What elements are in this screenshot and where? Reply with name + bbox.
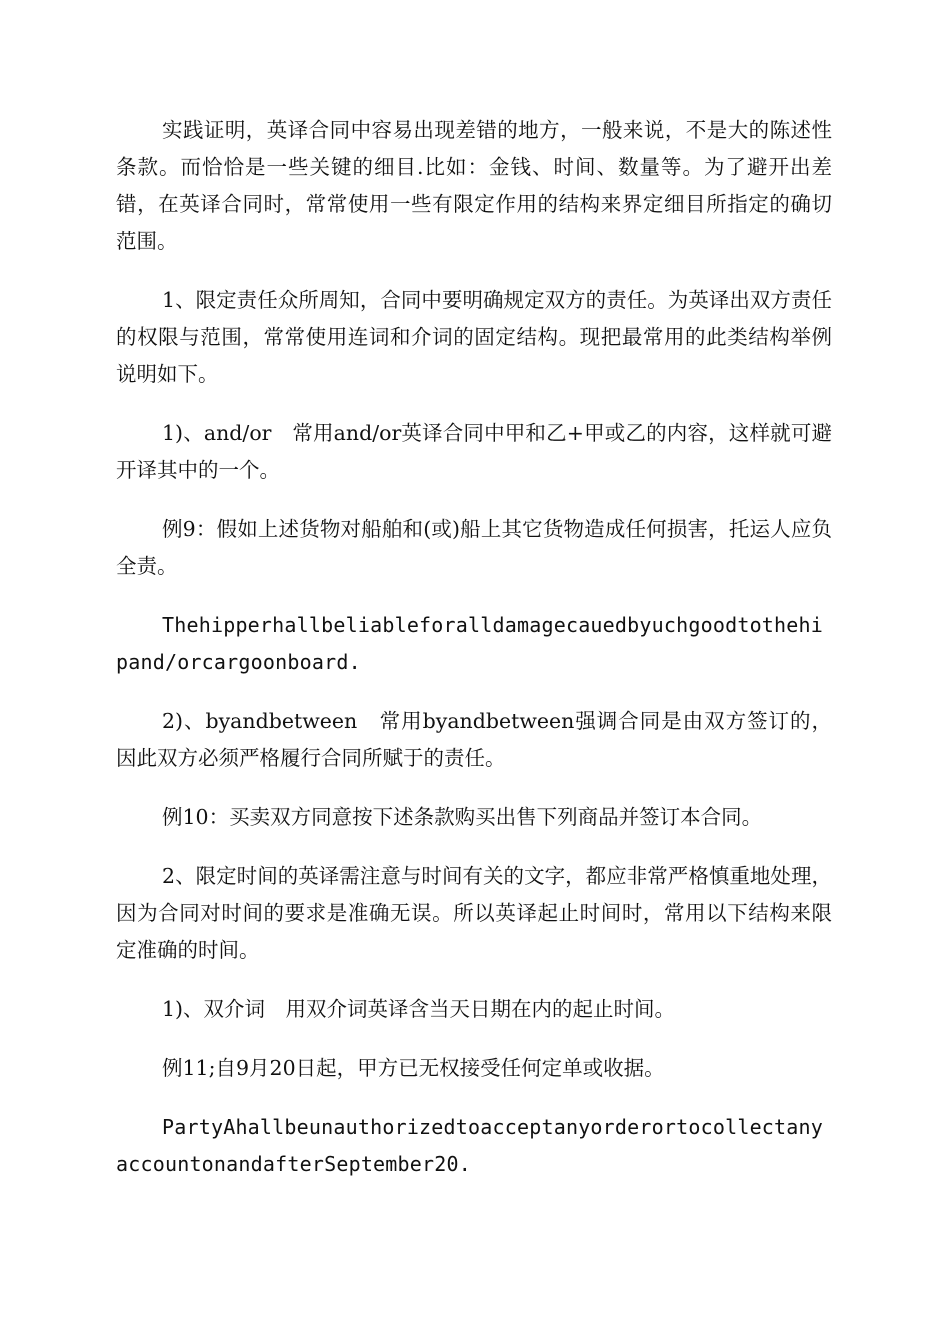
paragraph-double-preposition: 1)、双介词 用双介词英译含当天日期在内的起止时间。 [162, 997, 676, 1021]
paragraph-and-or: 1)、and/or 常用and/or英译合同中甲和乙+甲或乙的内容，这样就可避开译其中的一个。 [116, 421, 832, 482]
paragraph-limit-responsibility: 1、限定责任众所周知，合同中要明确规定双方的责任。为英译出双方责任的权限与范围，常常使用连词和介词的固定结构。现把最常用的此类结构举例说明如下。 [116, 288, 832, 386]
paragraph-by-and-between: 2)、byandbetween 常用byandbetween强调合同是由双方签订的，因此双方必须严格履行合同所赋于的责任。 [116, 709, 832, 770]
paragraph-limit-time: 2、限定时间的英译需注意与时间有关的文字，都应非常严格慎重地处理，因为合同对时间的要求是准确无误。所以英译起止时间时，常用以下结构来限定准确的时间。 [116, 864, 832, 962]
paragraph-example-10: 例10：买卖双方同意按下述条款购买出售下列商品并签订本合同。 [162, 805, 763, 829]
paragraph-example-11-english: PartyAhallbeunauthorizedtoacceptanyorderortocollectanyaccountonandafterSeptember20. [116, 1115, 824, 1176]
paragraph-example-9: 例9：假如上述货物对船舶和(或)船上其它货物造成任何损害，托运人应负全责。 [116, 517, 832, 578]
document-body [116, 112, 832, 1205]
paragraph-intro: 实践证明，英译合同中容易出现差错的地方，一般来说，不是大的陈述性条款。而恰恰是一些关键的细目.比如：金钱、时间、数量等。为了避开出差错，在英译合同时，常常使用一些有限定作用的结构来界定细目所指定的确切范围。 [116, 118, 832, 253]
paragraph-example-11: 例11;自9月20日起，甲方已无权接受任何定单或收据。 [162, 1056, 665, 1080]
paragraph-example-9-english: Thehipperhallbeliableforalldamagecauedbyuchgoodtothehipand/orcargoonboard. [116, 613, 824, 674]
